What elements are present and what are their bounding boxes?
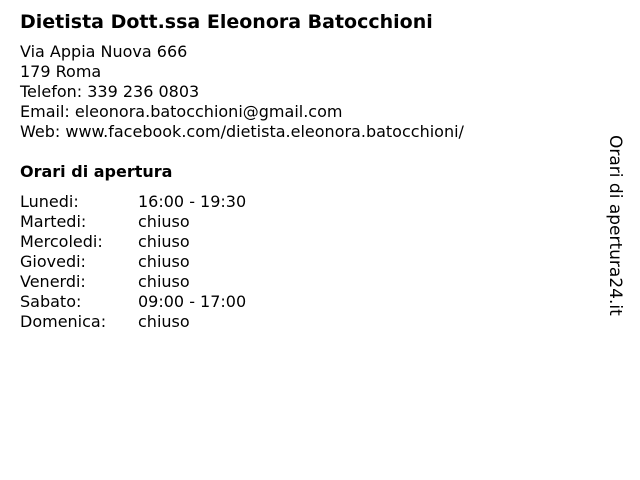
hours-row-monday: [20, 192, 605, 212]
site-watermark: Orari di apertura24.it: [605, 135, 625, 316]
hours-day-label: Giovedi:: [20, 252, 86, 271]
email-address: Email: eleonora.batocchioni@gmail.com: [20, 102, 343, 121]
hours-value: chiuso: [138, 312, 190, 331]
opening-hours-title: Orari di apertura: [20, 162, 173, 181]
business-card: [20, 10, 605, 332]
hours-row-saturday: [20, 292, 605, 312]
hours-day-label: Martedi:: [20, 212, 87, 231]
address-city: 179 Roma: [20, 62, 102, 81]
hours-day-label: Lunedi:: [20, 192, 79, 211]
hours-row-friday: [20, 272, 605, 292]
hours-row-thursday: [20, 252, 605, 272]
hours-row-wednesday: [20, 232, 605, 252]
hours-row-sunday: [20, 312, 605, 332]
website-url: Web: www.facebook.com/dietista.eleonora.batocchioni/: [20, 122, 464, 141]
hours-value: chiuso: [138, 212, 190, 231]
hours-day-label: Mercoledi:: [20, 232, 103, 251]
address-street: Via Appia Nuova 666: [20, 42, 188, 61]
hours-day-label: Domenica:: [20, 312, 107, 331]
hours-day-label: Sabato:: [20, 292, 82, 311]
hours-value: chiuso: [138, 272, 190, 291]
hours-value: chiuso: [138, 232, 190, 251]
opening-hours-table: [20, 192, 605, 332]
hours-row-tuesday: [20, 212, 605, 232]
hours-value: 09:00 - 17:00: [138, 292, 247, 311]
business-name: Dietista Dott.ssa Eleonora Batocchioni: [20, 11, 433, 33]
hours-value: 16:00 - 19:30: [138, 192, 247, 211]
phone-number: Telefon: 339 236 0803: [20, 82, 200, 101]
hours-value: chiuso: [138, 252, 190, 271]
hours-day-label: Venerdi:: [20, 272, 86, 291]
